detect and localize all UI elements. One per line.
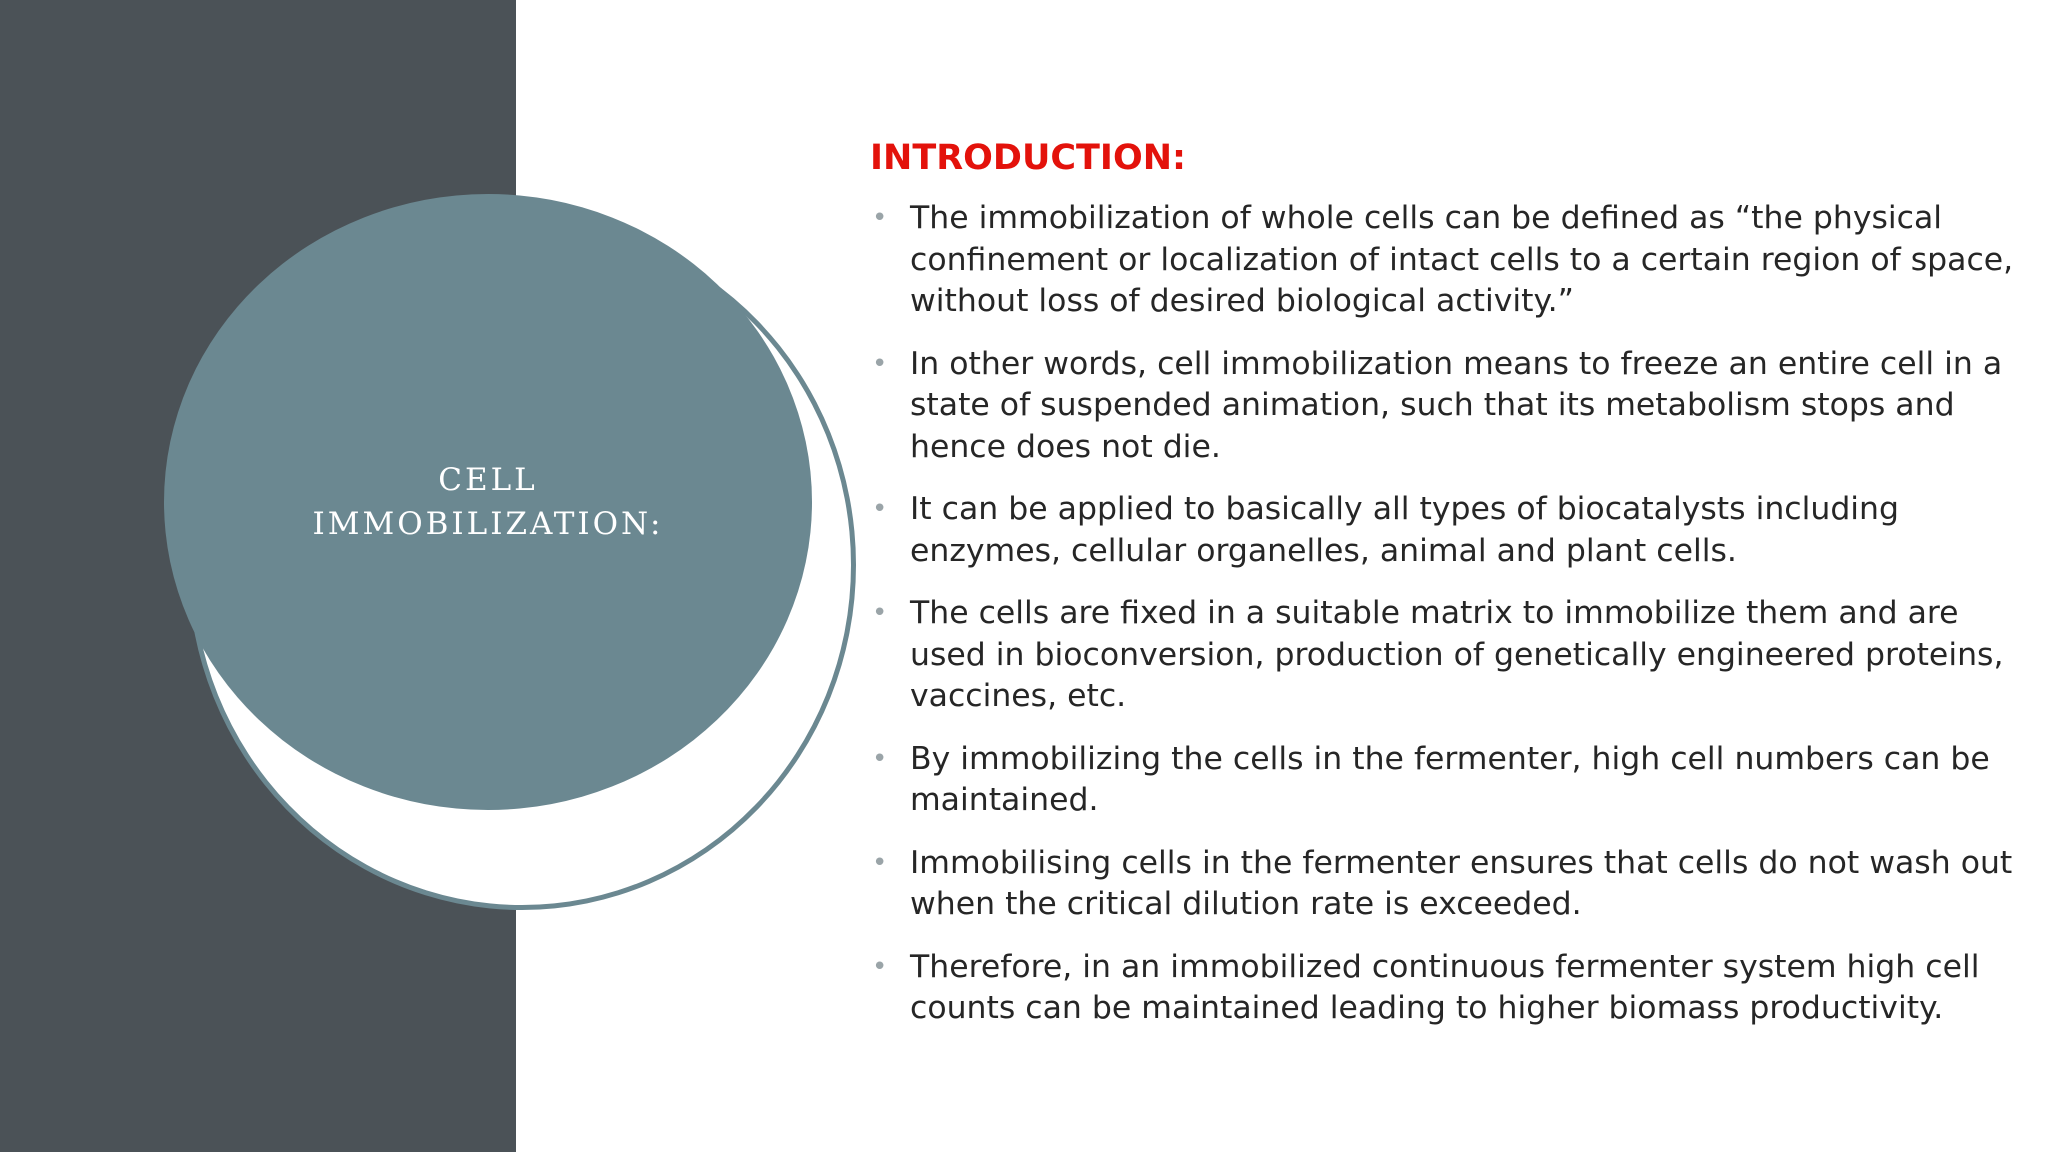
bullet-text: Immobilising cells in the fermenter ensures that cells do not wash out when the critical dilution rate is exceeded. bbox=[910, 844, 2013, 922]
bullet-item bbox=[870, 947, 2020, 1030]
bullet-text: By immobilizing the cells in the fermenter, high cell numbers can be maintained. bbox=[910, 740, 1990, 818]
bullet-text: Therefore, in an immobilized continuous fermenter system high cell counts can be maintained leading to higher biomass productivity. bbox=[910, 948, 1980, 1026]
bullet-icon: • bbox=[872, 951, 888, 982]
slide-title bbox=[164, 458, 812, 546]
bullet-icon: • bbox=[872, 348, 888, 379]
bullet-item bbox=[870, 739, 2020, 822]
bullet-icon: • bbox=[872, 847, 888, 878]
bullet-item bbox=[870, 344, 2020, 469]
bullet-text: It can be applied to basically all types of biocatalysts including enzymes, cellular organelles, animal and plant cells. bbox=[910, 491, 1900, 569]
bullet-item bbox=[870, 489, 2020, 572]
section-heading: INTRODUCTION: bbox=[870, 138, 1186, 178]
bullet-item bbox=[870, 843, 2020, 926]
bullet-text: In other words, cell immobilization means to freeze an entire cell in a state of suspended animation, such that its metabolism stops and hence does not die. bbox=[910, 345, 2003, 465]
slide-title-line-2: IMMOBILIZATION: bbox=[312, 506, 664, 542]
bullet-item bbox=[870, 198, 2020, 323]
slide-title-line-1: CELL bbox=[438, 462, 538, 498]
bullet-icon: • bbox=[872, 203, 888, 233]
bullet-list bbox=[870, 198, 2020, 1030]
content-area bbox=[870, 134, 2020, 1051]
bullet-icon: • bbox=[872, 743, 888, 774]
bullet-item bbox=[870, 593, 2020, 718]
bullet-text: The immobilization of whole cells can be defined as “the physical confinement or localization of intact cells to a certain region of space, without loss of desired biological activity.” bbox=[910, 200, 2014, 319]
bullet-icon: • bbox=[872, 598, 888, 628]
bullet-text: The cells are fixed in a suitable matrix to immobilize them and are used in bioconversion, production of genetically engineered proteins, vaccines, etc. bbox=[910, 595, 2004, 714]
bullet-icon: • bbox=[872, 494, 888, 524]
